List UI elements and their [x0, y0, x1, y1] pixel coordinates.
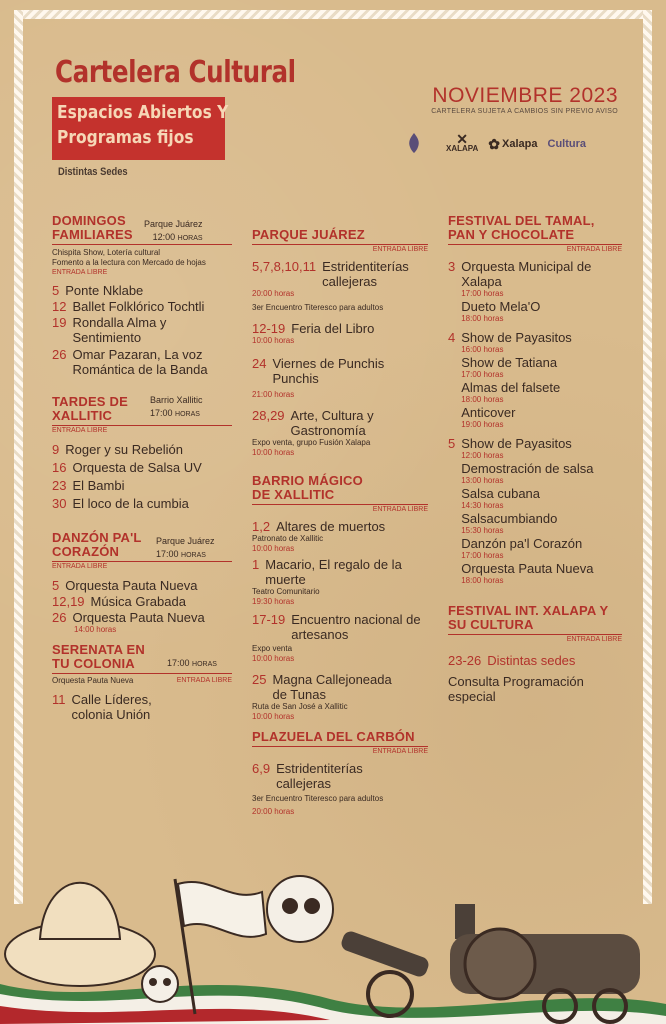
day-of-dead-illustration — [0, 834, 666, 1024]
subtitle-line-1: Espacios Abiertos Y — [57, 102, 229, 123]
list-item: 19 Rondalla Alma y Sentimiento — [52, 315, 167, 345]
list-item: 26 Orquesta Pauta Nueva — [52, 610, 205, 625]
list-item: 12-19 Feria del Libro — [252, 321, 375, 336]
day-5-group: 5 Show de Payasitos 12:00 horas Demostración de salsa 13:00 horas Salsa cubana 14:30 horas Salsacumbiando 15:30 horas Danzón pa'l Corazón 17:00 horas Orquesta Pauta Nueva 18:00 horas — [448, 436, 594, 585]
tardes-libre: ENTRADA LIBRE — [52, 427, 108, 434]
danzon-libre: ENTRADA LIBRE — [52, 563, 108, 570]
list-item: 12,19 Música Grabada — [52, 594, 186, 609]
sponsor-logos — [392, 126, 622, 162]
day-3-group: 3 Orquesta Municipal de Xalapa 17:00 horas Dueto Mela'O 18:00 horas — [448, 259, 592, 323]
rope-border-left — [14, 10, 23, 904]
domingos-note-1: Chispita Show, Lotería cultural — [52, 248, 161, 257]
list-item: 25 Magna Callejoneada de Tunas — [252, 672, 392, 702]
danzon-title-1: DANZÓN PA'L — [52, 530, 142, 545]
list-item: 16 Orquesta de Salsa UV — [52, 460, 202, 475]
danzon-title-2: CORAZÓN — [52, 544, 120, 559]
list-item: 11 Calle Líderes, colonia Unión — [52, 692, 152, 722]
list-item: 6,9 Estridentiterías callejeras — [252, 761, 363, 791]
column-3: FESTIVAL DEL TAMAL, PAN Y CHOCOLATE ENTRADA LIBRE 3 Orquesta Municipal de Xalapa 17:00 horas Dueto Mela'O 18:00 horas 4 Show de Payasitos 16:00 horas Show de Tatiana 17:00 horas Almas del falsete 18:00 horas Anticover 19:00 horas 5 Show de Payasitos 12:00 horas Demostración de salsa 13:00 horas Salsa cubana 14:30 horas Salsacumbiando 15:30 horas Danzón pa'l Corazón 17:00 horas Orquesta Pauta Nueva 18:00 horas FESTIVAL INT. XALAPA Y SU CULTURA ENTRADA LIBRE 23-26 Distintas sedes Consulta Programación especial — [448, 213, 622, 704]
cultura-logo: Cultura — [547, 137, 586, 150]
list-item: 17-19 Encuentro nacional de artesanos — [252, 612, 421, 642]
serenata-libre: ENTRADA LIBRE — [176, 677, 232, 684]
list-item: 24 Viernes de Punchis Punchis — [252, 356, 385, 386]
aviso-label: CARTELERA SUJETA A CAMBIOS SIN PREVIO AVISO — [431, 108, 618, 115]
list-item: 9 Roger y su Rebelión — [52, 442, 184, 457]
domingos-header: DOMINGOS FAMILIARES Parque Juárez 12:00 HORAS — [52, 214, 232, 245]
list-item: 1,2 Altares de muertos — [252, 519, 386, 534]
skull-small-icon — [142, 966, 178, 1002]
list-item: 12 Ballet Folklórico Tochtli — [52, 299, 205, 314]
list-item: 5,7,8,10,11 Estridentiterías callejeras — [252, 259, 409, 289]
list-item: 28,29 Arte, Cultura y Gastronomía — [252, 408, 374, 438]
column-1: DOMINGOS FAMILIARES Parque Juárez 12:00 HORAS Chispita Show, Lotería cultural Fomento a la lectura con Mercado de hojas ENTRADA LIBRE 5 Ponte Nklabe 12 Ballet Folklórico Tochtli 19 Rondalla Alma y Sentimiento 26 Omar Pazaran, La voz Romántica de la Banda TARDES DE XALLITIC Barrio Xallitic 17:00 HORAS ENTRADA LIBRE 9 Roger y su Rebelión 16 Orquesta de Salsa UV 23 El Bambi 30 El loco de la cumbia DANZÓN PA'L CORAZÓN Parque Juárez 17:00 HORAS ENTRADA LIBRE 5 Orquesta Pauta Nueva 12,19 Música Grabada 26 Orquesta Pauta Nueva 14:00 horas SERENATA EN TU COLONIA 17:00 HORAS Orquesta Pauta Nueva ENTRADA LIBRE 11 Calle Líderes, colonia Unión — [52, 213, 232, 722]
domingos-title-1: DOMINGOS — [52, 213, 126, 228]
plazuela-header: PLAZUELA DEL CARBÓN — [252, 730, 428, 747]
rope-border-top — [14, 10, 652, 19]
domingos-libre: ENTRADA LIBRE — [52, 269, 108, 276]
barrio-header: BARRIO MÁGICO DE XALLITIC — [252, 474, 428, 505]
xalapa-ayuntamiento-logo: ✕ XALAPA — [446, 131, 479, 153]
tardes-venue: Barrio Xallitic — [150, 395, 203, 405]
tardes-header: TARDES DE XALLITIC Barrio Xallitic 17:00 HORAS — [52, 395, 232, 426]
danzon-venue: Parque Juárez — [156, 536, 215, 546]
sedes-label: Distintas Sedes — [58, 166, 128, 178]
month-label: NOVIEMBRE 2023 — [432, 84, 618, 107]
list-item: 26 Omar Pazaran, La voz Romántica de la Banda — [52, 347, 208, 377]
list-item: 30 El loco de la cumbia — [52, 496, 189, 511]
skull-icon — [267, 876, 333, 942]
cannon-icon — [339, 929, 430, 1016]
list-item: 5 Orquesta Pauta Nueva — [52, 578, 198, 593]
domingos-time: 12:00 — [152, 232, 176, 242]
sombrero-icon — [5, 883, 155, 986]
list-item: 1 Macario, El regalo de la muerte — [252, 557, 402, 587]
tardes-title-1: TARDES DE — [52, 394, 128, 409]
tardes-title-2: XALLITIC — [52, 408, 113, 423]
tamal-header: FESTIVAL DEL TAMAL, PAN Y CHOCOLATE — [448, 214, 622, 245]
serenata-header: SERENATA EN TU COLONIA 17:00 HORAS — [52, 643, 232, 674]
day-4-group: 4 Show de Payasitos 16:00 horas Show de Tatiana 17:00 horas Almas del falsete 18:00 horas Anticover 19:00 horas — [448, 330, 572, 429]
rope-border-right — [643, 10, 652, 904]
column-2: PARQUE JUÁREZ ENTRADA LIBRE 5,7,8,10,11 Estridentiterías callejeras 20:00 horas 3er Encuentro Titeresco para adultos 12-19 Feria del Libro 10:00 horas 24 Viernes de Punchis Punchis 21:00 horas 28,29 Arte, Cultura y Gastronomía Expo venta, grupo Fusión Xalapa 10:00 horas BARRIO MÁGICO DE XALLITIC ENTRADA LIBRE 1,2 Altares de muertos Patronato de Xallitic 10:00 horas 1 Macario, El regalo de la muerte Teatro Comunitario 19:30 horas 17-19 Encuentro nacional de artesanos Expo venta 10:00 horas 25 Magna Callejoneada de Tunas Ruta de San José a Xallitic 10:00 horas PLAZUELA DEL CARBÓN ENTRADA LIBRE 6,9 Estridentiterías callejeras 3er Encuentro Titeresco para adultos 20:00 horas — [252, 227, 428, 816]
subtitle-line-2: Programas fijos — [57, 127, 194, 148]
serenata-title-2: TU COLONIA — [52, 656, 135, 671]
serenata-title-1: SERENATA EN — [52, 642, 145, 657]
list-item: 23-26 Distintas sedes — [448, 653, 576, 668]
list-item: 5 Ponte Nklabe — [52, 283, 144, 298]
gobierno-logo — [392, 132, 436, 156]
xalapa-logo: ✿ Xalapa — [488, 135, 538, 152]
subtitle-box — [52, 97, 229, 160]
domingos-title-2: FAMILIARES — [52, 227, 133, 242]
festival-header: FESTIVAL INT. XALAPA Y SU CULTURA — [448, 604, 622, 635]
danzon-header: DANZÓN PA'L CORAZÓN Parque Juárez 17:00 HORAS — [52, 531, 232, 562]
list-item: 23 El Bambi — [52, 478, 125, 493]
serenata-org: Orquesta Pauta Nueva — [52, 676, 134, 685]
parque-header — [252, 228, 428, 245]
domingos-note-2: Fomento a la lectura con Mercado de hojas — [52, 258, 206, 267]
poster-title: Cartelera Cultural — [55, 55, 296, 90]
domingos-venue: Parque Juárez — [144, 219, 203, 229]
parque-title: PARQUE JUÁREZ — [252, 227, 365, 242]
